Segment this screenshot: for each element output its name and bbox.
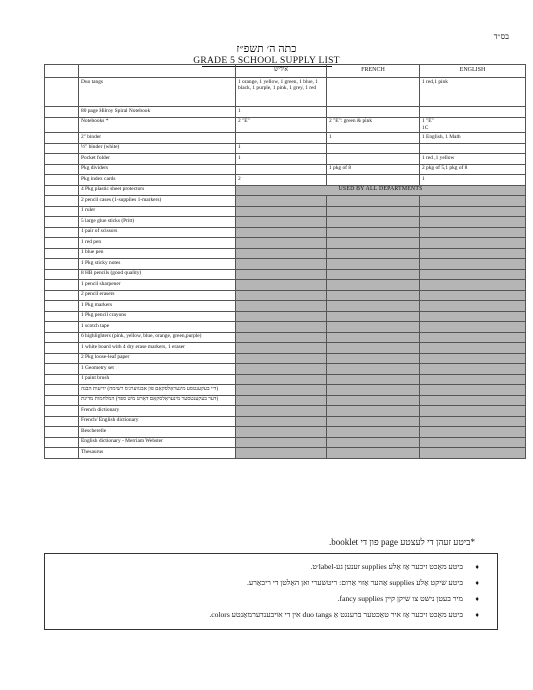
english-quantity-cell	[420, 374, 526, 385]
supply-item-cell: 4 Pkg plastic sheet protectors	[79, 185, 236, 196]
supply-item-cell: French dictionary	[79, 406, 236, 417]
french-quantity-cell	[327, 196, 420, 207]
row-blank-cell	[45, 448, 79, 459]
yiddish-quantity-cell	[236, 364, 327, 375]
table-row	[45, 290, 526, 301]
row-blank-cell	[45, 332, 79, 343]
supply-item-cell: 6 highlighters (pink, yellow, blue, orange, green,purple)	[79, 332, 236, 343]
table-row	[45, 259, 526, 270]
french-quantity-cell	[327, 143, 420, 154]
english-quantity-cell	[420, 259, 526, 270]
row-blank-cell	[45, 154, 79, 165]
diamond-bullet-icon: ♦	[475, 579, 479, 587]
supply-item-cell: (דער בעקענטסער מינעראַלסקאַם דאַרט מיט ספר) המלחמות מדינת	[79, 395, 236, 406]
french-quantity-cell	[327, 227, 420, 238]
supply-item-cell: (דיי בעקענטסע מינעראַלסקאַם פון אבגווערג׳ס רשימה) ידיעות הבנה	[79, 385, 236, 396]
yiddish-quantity-cell: 1	[236, 107, 327, 118]
yiddish-quantity-cell	[236, 427, 327, 438]
row-blank-cell	[45, 301, 79, 312]
supply-item-cell: Thesaurus	[79, 448, 236, 459]
supply-item-cell: 1 ruler	[79, 206, 236, 217]
english-quantity-cell	[420, 217, 526, 228]
french-quantity-cell	[327, 290, 420, 301]
table-row	[45, 117, 526, 133]
table-row	[45, 406, 526, 417]
supply-item-cell: Notebooks *	[79, 117, 236, 133]
supply-item-cell: 1 blue pen	[79, 248, 236, 259]
yiddish-quantity-cell	[236, 259, 327, 270]
note-text: ביטע שיקט אַלע supplies אַהער אַזוי אַרום: ריטשערי ואן האַלטן די ריבאַרע.	[246, 578, 463, 587]
notes-list	[45, 554, 497, 623]
diamond-bullet-icon: ♦	[475, 563, 479, 571]
row-blank-cell	[45, 78, 79, 107]
table-row	[45, 217, 526, 228]
supply-item-cell: 5 large glue sticks (Pritt)	[79, 217, 236, 228]
french-quantity-cell	[327, 175, 420, 186]
yiddish-quantity-cell	[236, 206, 327, 217]
yiddish-quantity-cell	[236, 385, 327, 396]
diamond-bullet-icon: ♦	[475, 595, 479, 603]
yiddish-quantity-cell	[236, 343, 327, 354]
note-item	[55, 591, 479, 607]
supply-item-cell: 2 pencil cases (1-supplies 1-markers)	[79, 196, 236, 207]
yiddish-quantity-cell: 1 orange, 1 yellow, 1 green, 1 blue, 1 black, 1 purple, 1 pink, 1 grey, 1 red	[236, 78, 327, 107]
supply-item-cell: 1 Geometry set	[79, 364, 236, 375]
table-row	[45, 437, 526, 448]
english-quantity-cell: 1 "E" 1C	[420, 117, 526, 133]
french-quantity-cell	[327, 107, 420, 118]
row-blank-cell	[45, 164, 79, 175]
french-quantity-cell	[327, 248, 420, 259]
supply-item-cell: 1 white board with 4 dry erase markers, 1 eraser	[79, 343, 236, 354]
table-row	[45, 364, 526, 375]
table-row	[45, 427, 526, 438]
english-quantity-cell	[420, 416, 526, 427]
english-quantity-cell: 1 red,1 pink	[420, 78, 526, 107]
yiddish-quantity-cell	[236, 217, 327, 228]
yiddish-quantity-cell	[236, 311, 327, 322]
supply-item-cell: Pocket folder	[79, 154, 236, 165]
supply-item-cell: 8 HB pencils (good quality)	[79, 269, 236, 280]
table-row	[45, 133, 526, 144]
table-row	[45, 227, 526, 238]
table-row	[45, 248, 526, 259]
page-title: GRADE 5 SCHOOL SUPPLY LIST	[0, 56, 533, 67]
note-item	[55, 559, 479, 575]
french-quantity-cell	[327, 364, 420, 375]
row-blank-cell	[45, 280, 79, 291]
yiddish-quantity-cell	[236, 269, 327, 280]
english-quantity-cell	[420, 343, 526, 354]
french-quantity-cell	[327, 332, 420, 343]
supply-table-body	[45, 78, 526, 459]
yiddish-quantity-cell	[236, 353, 327, 364]
supply-item-cell: French/ English dictionary	[79, 416, 236, 427]
table-row	[45, 395, 526, 406]
row-blank-cell	[45, 322, 79, 333]
row-blank-cell	[45, 196, 79, 207]
row-blank-cell	[45, 238, 79, 249]
yiddish-quantity-cell	[236, 227, 327, 238]
row-blank-cell	[45, 437, 79, 448]
yiddish-quantity-cell	[236, 395, 327, 406]
supply-item-cell: 2 Pkg loose-leaf paper	[79, 353, 236, 364]
note-text: ביטע מאַכט זיכער אַז איר טאַכטער ברענגט אַ duo tangs אין די אויבענדערמאַנטע colors.	[209, 610, 463, 619]
row-blank-cell	[45, 374, 79, 385]
table-row	[45, 416, 526, 427]
yiddish-quantity-cell	[236, 416, 327, 427]
row-blank-cell	[45, 385, 79, 396]
english-quantity-cell	[420, 290, 526, 301]
table-row	[45, 154, 526, 165]
row-blank-cell	[45, 206, 79, 217]
french-quantity-cell	[327, 395, 420, 406]
column-header-english: ENGLISH	[420, 65, 526, 78]
yiddish-quantity-cell	[236, 133, 327, 144]
supply-item-cell: 1 red pen	[79, 238, 236, 249]
english-quantity-cell	[420, 269, 526, 280]
row-blank-cell	[45, 185, 79, 196]
supply-item-cell: 1 Pkg sticky notes	[79, 259, 236, 270]
used-by-all-cell: USED BY ALL DEPARTMENTS	[236, 185, 526, 196]
column-header-yiddish: אידיש	[236, 65, 327, 78]
english-quantity-cell: 1 red ,1 yellow	[420, 154, 526, 165]
french-quantity-cell	[327, 78, 420, 107]
english-quantity-cell	[420, 332, 526, 343]
yiddish-quantity-cell	[236, 238, 327, 249]
english-quantity-cell	[420, 353, 526, 364]
table-row	[45, 343, 526, 354]
row-blank-cell	[45, 248, 79, 259]
row-blank-cell	[45, 259, 79, 270]
french-quantity-cell	[327, 206, 420, 217]
table-row	[45, 353, 526, 364]
supply-item-cell: 1 paint brush	[79, 374, 236, 385]
table-row	[45, 332, 526, 343]
row-blank-cell	[45, 290, 79, 301]
row-blank-cell	[45, 107, 79, 118]
supply-item-cell: Bescherelle	[79, 427, 236, 438]
yiddish-quantity-cell	[236, 280, 327, 291]
english-quantity-cell	[420, 280, 526, 291]
english-quantity-cell	[420, 311, 526, 322]
supply-item-cell: 1 Pkg markers	[79, 301, 236, 312]
yiddish-quantity-cell	[236, 332, 327, 343]
page-title-yiddish: כתה ה׳ תשפ״ז	[236, 43, 297, 55]
yiddish-quantity-cell	[236, 290, 327, 301]
table-row	[45, 185, 526, 196]
column-header-blank-2	[79, 65, 236, 78]
english-quantity-cell	[420, 227, 526, 238]
french-quantity-cell	[327, 154, 420, 165]
table-row	[45, 280, 526, 291]
row-blank-cell	[45, 117, 79, 133]
supply-item-cell: 1 pair of scissors	[79, 227, 236, 238]
yiddish-quantity-cell: 1	[236, 143, 327, 154]
english-quantity-cell	[420, 206, 526, 217]
note-text: ביטע מאַכט זיכער אַז אַלע supplies זענען גע-label׳ט.	[310, 562, 463, 571]
booklet-note: *ביטע זעהן די לעצטע page פון די booklet.	[328, 537, 475, 547]
row-blank-cell	[45, 427, 79, 438]
row-blank-cell	[45, 353, 79, 364]
row-blank-cell	[45, 227, 79, 238]
french-quantity-cell	[327, 437, 420, 448]
english-quantity-cell	[420, 448, 526, 459]
column-header-blank-1	[45, 65, 79, 78]
row-blank-cell	[45, 175, 79, 186]
french-quantity-cell	[327, 385, 420, 396]
french-quantity-cell	[327, 353, 420, 364]
table-row	[45, 143, 526, 154]
note-item	[55, 607, 479, 623]
table-row	[45, 322, 526, 333]
note-item	[55, 575, 479, 591]
yiddish-quantity-cell: 2	[236, 175, 327, 186]
table-row	[45, 238, 526, 249]
row-blank-cell	[45, 406, 79, 417]
french-quantity-cell	[327, 301, 420, 312]
english-quantity-cell	[420, 143, 526, 154]
supply-item-cell: 1 pencil sharpener	[79, 280, 236, 291]
supply-item-cell: Pkg dividers	[79, 164, 236, 175]
english-quantity-cell	[420, 427, 526, 438]
french-quantity-cell	[327, 343, 420, 354]
bsd-heading: בס״ד	[493, 32, 509, 41]
french-quantity-cell	[327, 311, 420, 322]
table-row	[45, 107, 526, 118]
row-blank-cell	[45, 416, 79, 427]
table-row	[45, 301, 526, 312]
yiddish-quantity-cell: 1	[236, 154, 327, 165]
english-quantity-cell	[420, 196, 526, 207]
note-text: מיר בעטן נישט צו שיקן קיין fancy supplies.	[337, 594, 463, 603]
row-blank-cell	[45, 269, 79, 280]
supply-item-cell: 2 pencil erasers	[79, 290, 236, 301]
english-quantity-cell: 1	[420, 175, 526, 186]
supply-item-cell: English dictionary - Merriam Webster	[79, 437, 236, 448]
french-quantity-cell	[327, 269, 420, 280]
yiddish-quantity-cell	[236, 248, 327, 259]
supply-list-table	[44, 64, 526, 459]
english-quantity-cell	[420, 395, 526, 406]
yiddish-quantity-cell	[236, 196, 327, 207]
table-row	[45, 175, 526, 186]
english-quantity-cell	[420, 385, 526, 396]
table-row	[45, 196, 526, 207]
yiddish-quantity-cell	[236, 301, 327, 312]
supply-item-cell: 1 Pkg pencil crayons	[79, 311, 236, 322]
row-blank-cell	[45, 343, 79, 354]
yiddish-quantity-cell	[236, 448, 327, 459]
french-quantity-cell: 1	[327, 133, 420, 144]
english-quantity-cell: 1 English, 1 Math	[420, 133, 526, 144]
supply-item-cell: 1 scotch tape	[79, 322, 236, 333]
yiddish-quantity-cell	[236, 322, 327, 333]
yiddish-quantity-cell	[236, 406, 327, 417]
yiddish-quantity-cell	[236, 437, 327, 448]
french-quantity-cell	[327, 374, 420, 385]
row-blank-cell	[45, 217, 79, 228]
french-quantity-cell	[327, 406, 420, 417]
english-quantity-cell	[420, 238, 526, 249]
supply-item-cell: 80 page Hilroy Spiral Notebook	[79, 107, 236, 118]
french-quantity-cell	[327, 238, 420, 249]
french-quantity-cell	[327, 217, 420, 228]
column-header-french: FRENCH	[327, 65, 420, 78]
yiddish-quantity-cell	[236, 374, 327, 385]
english-quantity-cell	[420, 406, 526, 417]
supply-item-cell: Pkg index cards	[79, 175, 236, 186]
french-quantity-cell	[327, 280, 420, 291]
french-quantity-cell	[327, 259, 420, 270]
french-quantity-cell: 1 pkg of 8	[327, 164, 420, 175]
table-header-row	[45, 65, 526, 78]
french-quantity-cell	[327, 448, 420, 459]
table-row	[45, 206, 526, 217]
english-quantity-cell	[420, 322, 526, 333]
english-quantity-cell	[420, 248, 526, 259]
row-blank-cell	[45, 395, 79, 406]
row-blank-cell	[45, 143, 79, 154]
french-quantity-cell	[327, 427, 420, 438]
english-quantity-cell: 2 pkg of 5,1 pkg of 8	[420, 164, 526, 175]
table-row	[45, 164, 526, 175]
yiddish-quantity-cell	[236, 164, 327, 175]
english-quantity-cell	[420, 437, 526, 448]
french-quantity-cell	[327, 416, 420, 427]
english-quantity-cell	[420, 107, 526, 118]
table-row	[45, 311, 526, 322]
table-row	[45, 269, 526, 280]
table-row	[45, 78, 526, 107]
english-quantity-cell	[420, 364, 526, 375]
french-quantity-cell: 2 "E": green & pink	[327, 117, 420, 133]
diamond-bullet-icon: ♦	[475, 611, 479, 619]
french-quantity-cell	[327, 322, 420, 333]
row-blank-cell	[45, 364, 79, 375]
table-row	[45, 448, 526, 459]
english-quantity-cell	[420, 301, 526, 312]
row-blank-cell	[45, 311, 79, 322]
supply-item-cell: ½" binder (white)	[79, 143, 236, 154]
supply-item-cell: 2" binder	[79, 133, 236, 144]
table-row	[45, 374, 526, 385]
table-row	[45, 385, 526, 396]
yiddish-quantity-cell: 2 "E"	[236, 117, 327, 133]
notes-box	[44, 553, 498, 630]
supply-item-cell: Duo tangs	[79, 78, 236, 107]
row-blank-cell	[45, 133, 79, 144]
